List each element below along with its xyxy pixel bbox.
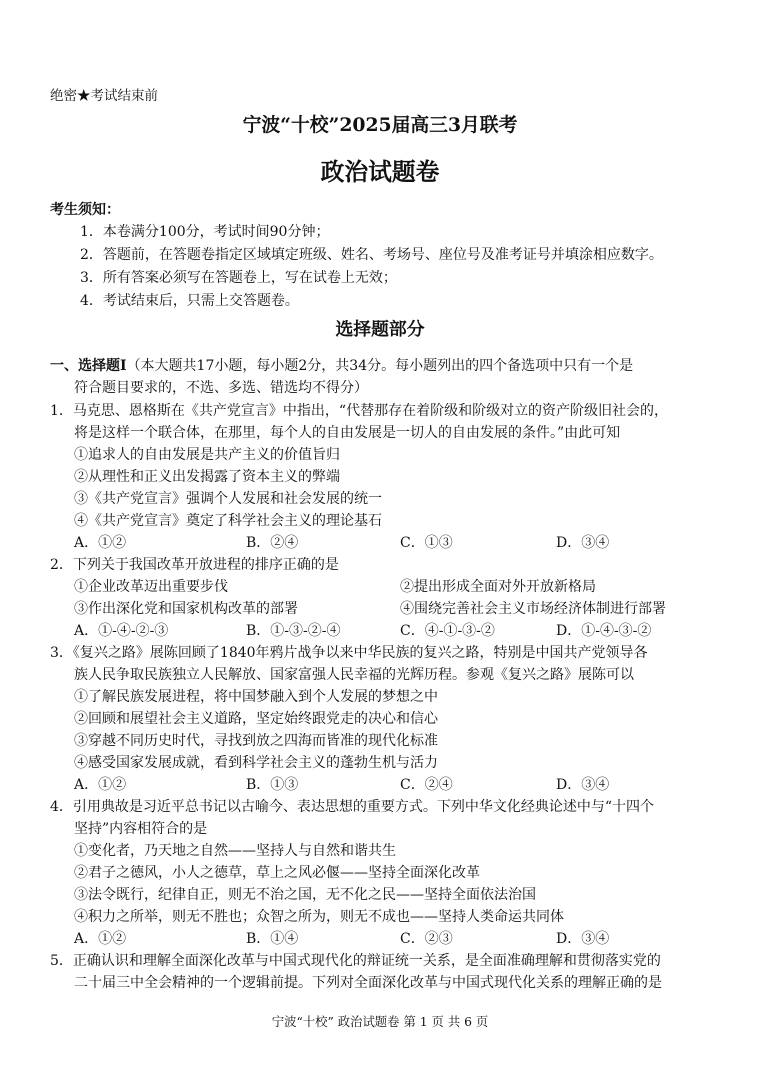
part-label: 一、选择题Ⅰ [50,358,127,374]
question-3-item: ①了解民族发展进程，将中国梦融入到个人发展的梦想之中 [74,689,438,705]
question-2-item: ④围绕完善社会主义市场经济体制进行部署 [400,601,666,617]
question-2-item: ②提出形成全面对外开放新格局 [400,579,596,595]
question-1-option-d: D．③④ [556,535,610,551]
question-1-item: ③《共产党宣言》强调个人发展和社会发展的统一 [74,491,382,507]
question-5-stem: 5．正确认识和理解全面深化改革与中国式现代化的辩证统一关系，是全面准确理解和贯彻落实党的 [50,953,661,969]
question-3-option-c: C．②④ [400,777,453,793]
question-4-stem: 4．引用典故是习近平总书记以古喻今、表达思想的重要方式。下列中华文化经典论述中与“十四个 [50,799,655,815]
question-1-option-c: C．①③ [400,535,453,551]
question-5-stem-cont: 二十届三中全会精神的一个逻辑前提。下列对全面深化改革与中国式现代化关系的理解正确的是 [74,975,662,991]
confidential-label: 绝密★考试结束前 [50,88,158,104]
question-4-stem-cont: 坚持”内容相符合的是 [74,821,208,837]
question-2-item: ①企业改革迈出重要步伐 [74,579,228,595]
part-description-cont: 符合题目要求的，不选、多选、错选均不得分） [74,380,368,396]
question-1-option-b: B．②④ [246,535,299,551]
question-2-option-d: D．①-④-③-② [556,623,652,639]
question-4-option-b: B．①④ [246,931,299,947]
question-3-option-b: B．①③ [246,777,299,793]
question-4-item: ④积力之所举，则无不胜也；众智之所为，则无不成也——坚持人类命运共同体 [74,909,564,925]
notice-heading: 考生须知： [50,202,120,218]
question-3-option-d: D．③④ [556,777,610,793]
question-3-item: ③穿越不同历史时代，寻找到放之四海而皆准的现代化标准 [74,733,438,749]
question-1-option-a: A．①② [74,535,127,551]
question-2-item: ③作出深化党和国家机构改革的部署 [74,601,298,617]
question-3-stem-cont: 族人民争取民族独立人民解放、国家富强人民幸福的光辉历程。参观《复兴之路》展陈可以 [74,667,634,683]
question-3-item: ②回顾和展望社会主义道路，坚定始终跟党走的决心和信心 [74,711,438,727]
exam-title: 宁波“十校”2025届高三3月联考 [242,114,518,136]
part-description: （本大题共17小题，每小题2分，共34分。每小题列出的四个备选项中只有一个是 [126,358,634,374]
question-4-option-d: D．③④ [556,931,610,947]
question-3-item: ④感受国家发展成就，看到科学社会主义的蓬勃生机与活力 [74,755,438,771]
part-heading [50,356,633,376]
notice-item: 1．本卷满分100分，考试时间90分钟； [80,224,330,240]
question-1-item: ②从理性和正义出发揭露了资本主义的弊端 [74,469,340,485]
question-2-option-c: C．④-①-③-② [400,623,495,639]
question-1-stem: 1．马克思、恩格斯在《共产党宣言》中指出，“代替那存在着阶级和阶级对立的资产阶级旧社会的， [50,403,669,419]
question-4-option-a: A．①② [74,931,127,947]
question-4-option-c: C．②③ [400,931,453,947]
question-1-stem-cont: 将是这样一个联合体，在那里，每个人的自由发展是一切人的自由发展的条件。”由此可知 [74,425,621,441]
question-4-item: ②君子之德风，小人之德草，草上之风必偃——坚持全面深化改革 [74,865,480,881]
question-1-item: ④《共产党宣言》奠定了科学社会主义的理论基石 [74,513,382,529]
question-2-option-a: A．①-④-②-③ [74,623,169,639]
notice-item: 2．答题前，在答题卷指定区域填定班级、姓名、考场号、座位号及准考证号并填涂相应数字。 [80,247,663,263]
section-title: 选择题部分 [335,319,425,340]
question-4-item: ③法令既行，纪律自正，则无不治之国，无不化之民——坚持全面依法治国 [74,887,536,903]
page-footer: 宁波“十校” 政治试题卷 第 1 页 共 6 页 [271,1015,489,1029]
exam-subtitle: 政治试题卷 [320,158,440,186]
question-3-option-a: A．①② [74,777,127,793]
notice-item: 3．所有答案必须写在答题卷上，写在试卷上无效； [80,270,397,286]
notice-item: 4．考试结束后，只需上交答题卷。 [80,293,299,309]
question-4-item: ①变化者，乃天地之自然——坚持人与自然和谐共生 [74,843,396,859]
question-1-item: ①追求人的自由发展是共产主义的价值旨归 [74,447,340,463]
question-2-option-b: B．①-③-②-④ [246,623,341,639]
question-3-stem: 3．《复兴之路》展陈回顾了1840年鸦片战争以来中华民族的复兴之路，特别是中国共产党领导各 [50,645,648,661]
question-2-stem: 2．下列关于我国改革开放进程的排序正确的是 [50,557,339,573]
